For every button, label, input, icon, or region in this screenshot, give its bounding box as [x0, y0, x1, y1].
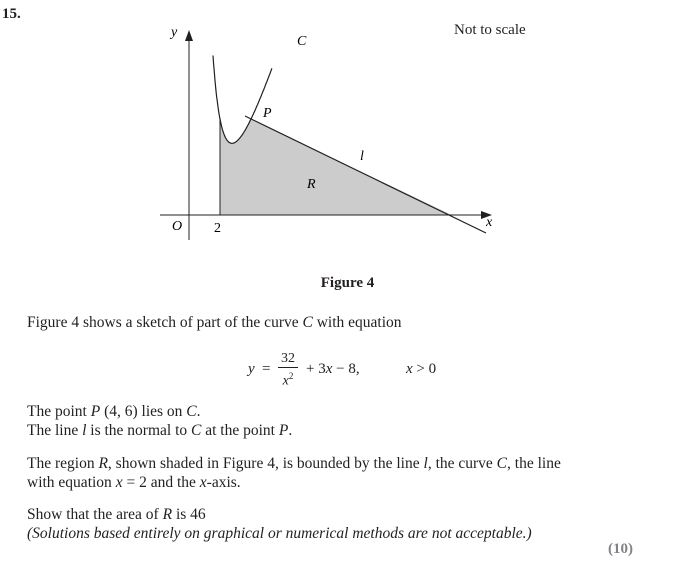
region-r-label: R [307, 177, 316, 192]
eq-fraction [278, 350, 298, 390]
figure-caption: Figure 4 [320, 275, 375, 291]
x-tick-2-label: 2 [214, 221, 221, 236]
eq-condition: x > 0 [406, 361, 437, 377]
question-number: 15. [2, 6, 21, 22]
eq-equals: = [262, 361, 271, 377]
marks-allocation: (10) [608, 541, 633, 557]
normal-line-statement: The line l is the normal to C at the point P. [27, 422, 293, 439]
curve-c-label: C [297, 34, 307, 49]
method-note: (Solutions based entirely on graphical or numerical methods are not acceptable.) [27, 525, 532, 542]
eq-numerator: 32 [278, 350, 298, 368]
origin-label: O [172, 219, 183, 234]
region-statement-line-1: The region R, shown shaded in Figure 4, is bounded by the line l, the curve C, the line [27, 455, 561, 472]
x-axis-label: x [486, 215, 493, 230]
intro-paragraph: Figure 4 shows a sketch of part of the curve C with equation [27, 314, 402, 331]
not-to-scale-note: Not to scale [454, 22, 526, 38]
figure-4-diagram [0, 0, 695, 260]
show-that-statement: Show that the area of R is 46 [27, 506, 206, 523]
eq-remainder: + 3x − 8, [306, 361, 360, 377]
y-axis-arrowhead [185, 30, 193, 41]
line-l-label: l [360, 149, 364, 164]
point-p-statement: The point P (4, 6) lies on C. [27, 403, 201, 420]
shaded-region-r [220, 119, 452, 215]
eq-denominator: $x^2$ [282, 371, 294, 389]
region-statement-line-2: with equation x = 2 and the x-axis. [27, 474, 241, 491]
eq-y: y [248, 361, 255, 377]
point-p-label: P [263, 106, 272, 121]
y-axis-label: y [171, 25, 178, 40]
